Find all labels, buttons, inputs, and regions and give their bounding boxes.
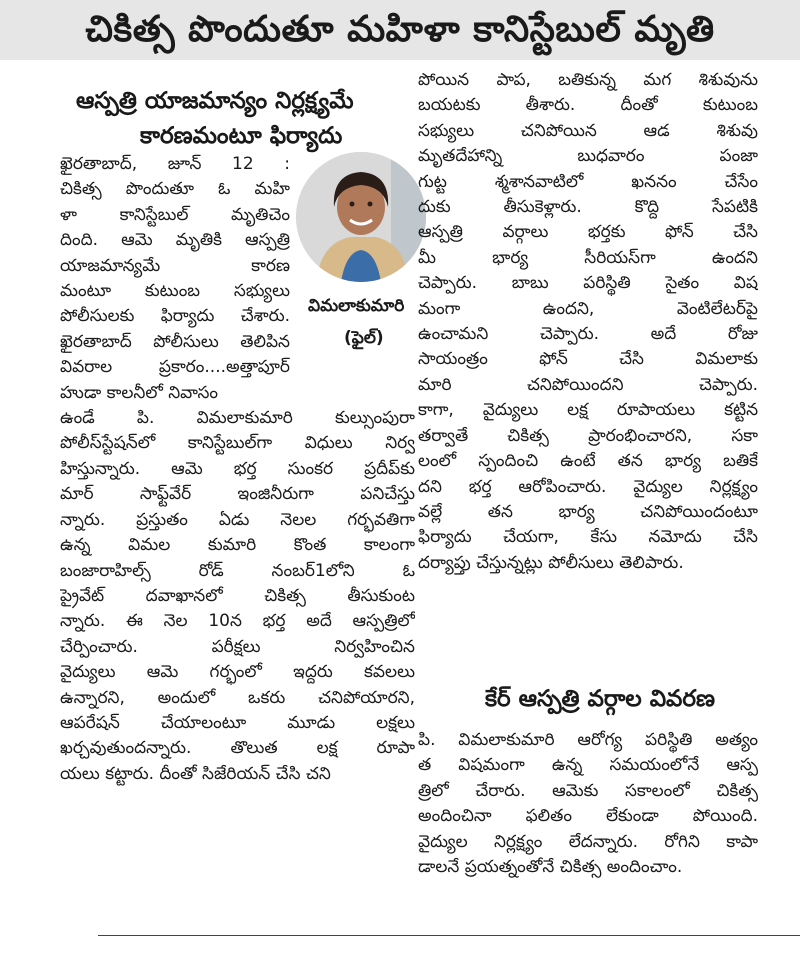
text-line: ఆపరేషన్ చేయాలంటూ మూడు లక్షలు [60,712,415,733]
right-column-bottom-text [418,728,758,880]
text-line: సభ్యులు చనిపోయిన ఆడ శిశువు [418,120,758,141]
text-line: ఫిర్యాదు చేయగా, కేసు నమోదు చేసి [418,527,758,548]
text-line: ఉన్న విమల కుమారి కొంత కాలంగా [60,535,415,556]
text-line: కాగా, వైద్యులు లక్ష రూపాయలు కట్టిన [418,400,758,421]
text-line: గుట్ట శ్మశానవాటిలో ఖననం చేసేం [418,171,758,192]
text-line: పోయిన పాప, బతికున్న మగ శిశువును [418,70,758,90]
text-line: మృతదేహాన్ని బుధవారం పంజా [418,146,758,167]
text-line: దింది. ఆమె మృతికి ఆస్పత్రి [60,230,290,251]
text-line: సాయంత్రం ఫోన్ చేసి విమలాకు [418,349,758,370]
subheading-line-1: ఆస్పత్రి యాజమాన్యం నిర్లక్ష్యమే [76,88,354,114]
text-line: చేర్పించారు. పరీక్షలు నిర్వహించిన [60,636,415,657]
subheading-line-2: కారణమంటూ ఫిర్యాదు [140,123,343,149]
left-column-narrow-text [60,152,290,406]
woman-portrait-icon [296,152,426,282]
left-column-wide-text [60,406,415,787]
text-line: చెప్పారు. బాబు పరిస్థితి సైతం విష [418,273,758,294]
text-line: వైద్యుల నిర్లక్ష్యం లేదన్నారు. రోగిని కాపా [418,831,758,852]
bottom-divider [98,935,800,936]
text-line: న్నారు. ప్రస్తుతం ఏడు నెలల గర్భవతిగా [60,509,415,530]
text-line: మీ భార్య సీరియస్‌గా ఉందని [418,247,758,268]
text-line: దుకు తీసుకెళ్లారు. కొద్ది సేపటికి [418,197,758,218]
text-line: పోలీసులకు ఫిర్యాదు చేశారు. [60,306,290,327]
text-line: ఉన్నారని, అందులో ఒకరు చనిపోయారని, [60,687,415,708]
text-line: పోలీస్‌స్టేషన్‌లో కానిస్టేబుల్‌గా విధులు నిర్వ [60,433,415,454]
text-line: దని భర్త ఆరోపించారు. వైద్యుల నిర్లక్ష్యం [418,476,758,497]
text-line: దర్యాప్తు చేస్తున్నట్లు పోలీసులు తెలిపారు. [418,552,684,573]
text-line: చికిత్స పొందుతూ ఓ మహి [60,179,290,200]
photo-caption-note: (ఫైల్) [344,328,384,348]
text-line: త విషమంగా ఉన్న సమయంలోనే ఆస్ప [418,755,758,776]
text-line: వైద్యులు ఆమె గర్భంలో ఇద్దరు కవలలు [60,662,415,683]
text-line: డాలనే ప్రయత్నంతోనే చికిత్స అందించాం. [418,857,683,878]
text-line: త్రిలో చేరారు. ఆమెకు సకాలంలో చికిత్స [418,780,758,801]
text-line: యలు కట్టారు. దీంతో సిజేరియన్ చేసి చని [60,763,331,784]
subheading-2: కేర్ ఆస్పత్రి వర్గాల వివరణ [485,686,716,712]
text-line: ళా కానిస్టేబుల్ మృతిచెం [60,204,290,225]
text-line: యాజమాన్యమే కారణ [60,255,290,276]
text-line: ప్రైవేట్ దవాఖానలో చికిత్స తీసుకుంట [60,585,415,606]
photo-caption-name: విమలాకుమారి [308,296,405,316]
right-column-top-text [418,68,758,576]
text-line: మార్ సాఫ్ట్‌వేర్ ఇంజినీరుగా పనిచేస్తు [60,484,415,505]
text-line: బంజారాహిల్స్ రోడ్ నంబర్1లోని ఓ [60,560,415,581]
text-line: హుడా కాలనీలో నివాసం [60,382,219,403]
text-line: ఖైరతాబాద్ పోలీసులు తెలిపిన [60,331,290,352]
text-line: పి. విమలాకుమారి ఆరోగ్య పరిస్థితి అత్యం [418,730,758,750]
text-line: మారి చనిపోయిందని చెప్పారు. [418,374,758,395]
text-line: ఖర్చవుతుందన్నారు. తొలుత లక్ష రూపా [60,738,415,759]
text-line: ఆస్పత్రి వర్గాలు భర్తకు ఫోన్ చేసి [418,222,758,243]
text-line: బయటకు తీశారు. దీంతో కుటుంబ [418,95,758,116]
text-line: ఉంచామని చెప్పారు. అదే రోజు [418,324,758,345]
photo-block [296,152,426,374]
text-line: ఖైరతాబాద్, జూన్ 12 : [60,154,290,174]
text-line: లంలో స్పందించి ఉంటే తన భార్య బతికే [418,451,758,472]
text-line: వివరాల ప్రకారం....అత్తాపూర్ [60,357,290,378]
text-line: ఉండే పి. విమలాకుమారి కుల్సుంపురా [60,408,415,429]
text-line: అందించినా ఫలితం లేకుండా పోయింది. [418,806,758,827]
text-line: మంటూ కుటుంబ సభ్యులు [60,281,290,302]
text-line: వల్లే తన భార్య చనిపోయిందంటూ [418,501,758,522]
text-line: న్నారు. ఈ నెల 10న భర్త అదే ఆస్పత్రిలో [60,611,415,632]
headline: చికిత్స పొందుతూ మహిళా కానిస్టేబుల్ మృతి [0,0,800,60]
text-line: మంగా ఉందని, వెంటిలేటర్‌పై [418,298,758,319]
text-line: తర్వాతే చికిత్స ప్రారంభించారని, సకా [418,425,758,446]
portrait-photo [296,152,426,282]
text-line: హిస్తున్నారు. ఆమె భర్త సుంకర ప్రదీప్‌కు [60,458,415,479]
